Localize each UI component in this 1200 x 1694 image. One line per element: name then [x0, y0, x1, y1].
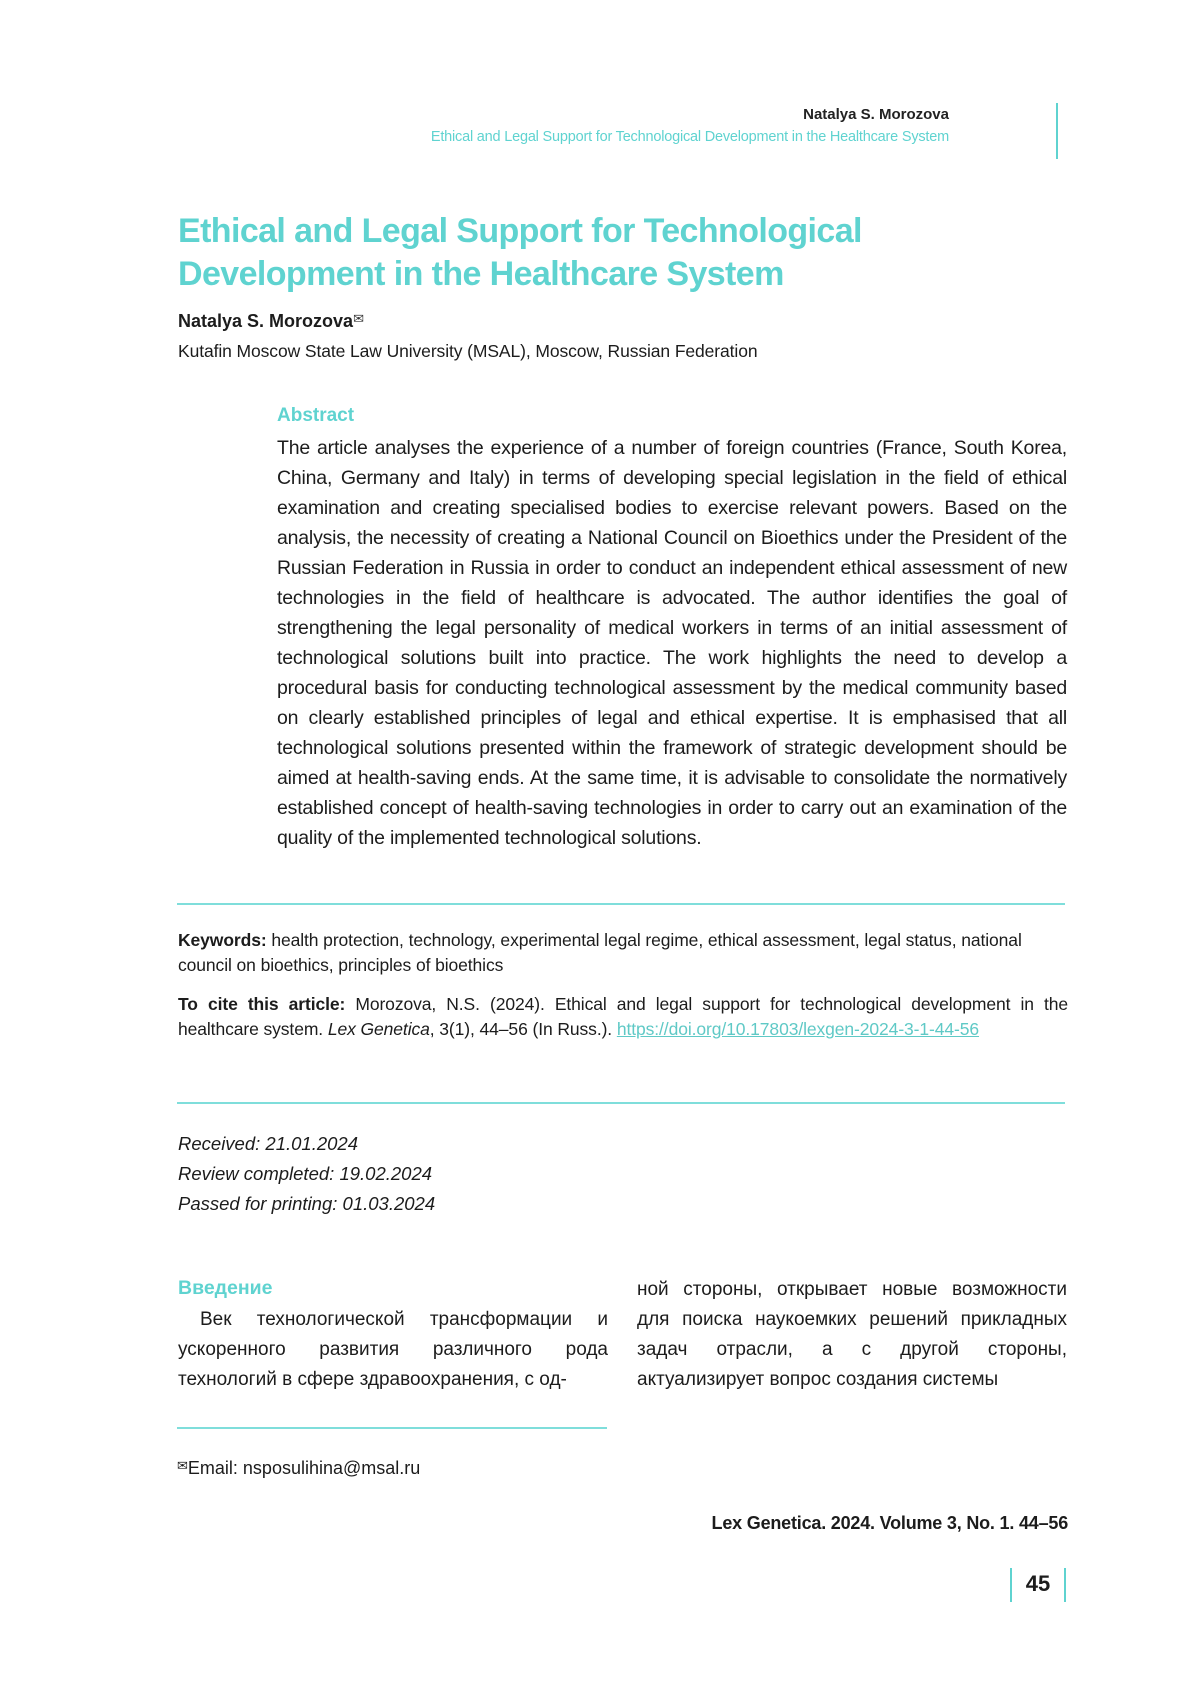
keywords-label: Keywords: [178, 930, 267, 950]
keywords-text: health protection, technology, experimental legal regime, ethical assessment, legal status, national council on bioethics, principles of bioethics [178, 930, 1022, 975]
envelope-icon: ✉ [177, 1458, 188, 1473]
running-header-author: Natalya S. Morozova [803, 106, 949, 123]
divider [177, 903, 1065, 905]
journal-reference: Lex Genetica. 2024. Volume 3, No. 1. 44–56 [711, 1513, 1068, 1533]
intro-heading: Введение [178, 1277, 273, 1299]
article-dates [178, 1129, 435, 1219]
footnote-email: Email: nsposulihina@msal.ru [187, 1458, 421, 1478]
printing-date: Passed for printing: 01.03.2024 [178, 1193, 436, 1214]
author-name-text: Natalya S. Morozova [178, 311, 354, 331]
affiliation: Kutafin Moscow State Law University (MSAL), Moscow, Russian Federation [178, 341, 758, 361]
abstract-text: The article analyses the experience of a number of foreign countries (France, South Korea, China, Germany and Italy) in terms of developing special legislation in the field of ethical examination and creating specialised bodies to exercise relevant powers. Based on the analysis, the necessity of creating a National Council on Bioethics under the President of the Russian Federation in Russia in order to conduct an independent ethical assessment of new technologies in the field of healthcare is advocated. The author identifies the goal of strengthening the legal personality of medical workers in terms of an initial assessment of technological solutions built into practice. The work highlights the need to develop a procedural basis for conducting technological assessment by the medical community based on clearly established principles of legal and ethical expertise. It is emphasised that all technological solutions presented within the framework of strategic development should be aimed at health-saving ends. At the same time, it is advisable to consolidate the normatively established concept of health-saving technologies in order to carry out an examination of the quality of the implemented technological solutions. [277, 437, 1067, 849]
page-number-bar-right [1064, 1568, 1066, 1602]
footnote-divider [177, 1427, 607, 1429]
received-date: Received: 21.01.2024 [178, 1133, 358, 1154]
footnote [177, 1458, 420, 1479]
citation [178, 992, 1068, 1042]
doi-link[interactable]: https://doi.org/10.17803/lexgen-2024-3-1-44-56 [616, 1019, 980, 1039]
intro-column-right: ной стороны, открывает новые возможности для поиска наукоемких решений прикладных задач отрасли, а с другой стороны, актуализирует вопрос создания системы [637, 1279, 1067, 1390]
article-title-line-2: Development in the Healthcare System [178, 255, 784, 293]
intro-column-left: Век технологической трансформации и ускоренного развития различного рода технологий в сфере здравоохранения, с од- [178, 1309, 608, 1390]
running-header [229, 104, 961, 148]
citation-label: To cite this article: [178, 994, 346, 1014]
envelope-icon: ✉ [353, 311, 364, 326]
article-title-line-1: Ethical and Legal Support for Technological [178, 212, 862, 250]
running-header-title: Ethical and Legal Support for Technological Development in the Healthcare System [430, 129, 949, 145]
header-accent-bar [1056, 103, 1058, 159]
keywords [178, 928, 1068, 978]
abstract-heading: Abstract [277, 405, 355, 426]
article-title [178, 210, 938, 296]
author-name [178, 311, 364, 332]
citation-text: Morozova, N.S. (2024). Ethical and legal support for technological development in the healthcare system. [178, 994, 1068, 1039]
citation-journal: Lex Genetica [327, 1019, 430, 1039]
divider [177, 1102, 1065, 1104]
citation-text-after: , 3(1), 44–56 (In Russ.). [429, 1019, 613, 1039]
review-date: Review completed: 19.02.2024 [178, 1163, 433, 1184]
page-number: 45 [1025, 1571, 1051, 1596]
